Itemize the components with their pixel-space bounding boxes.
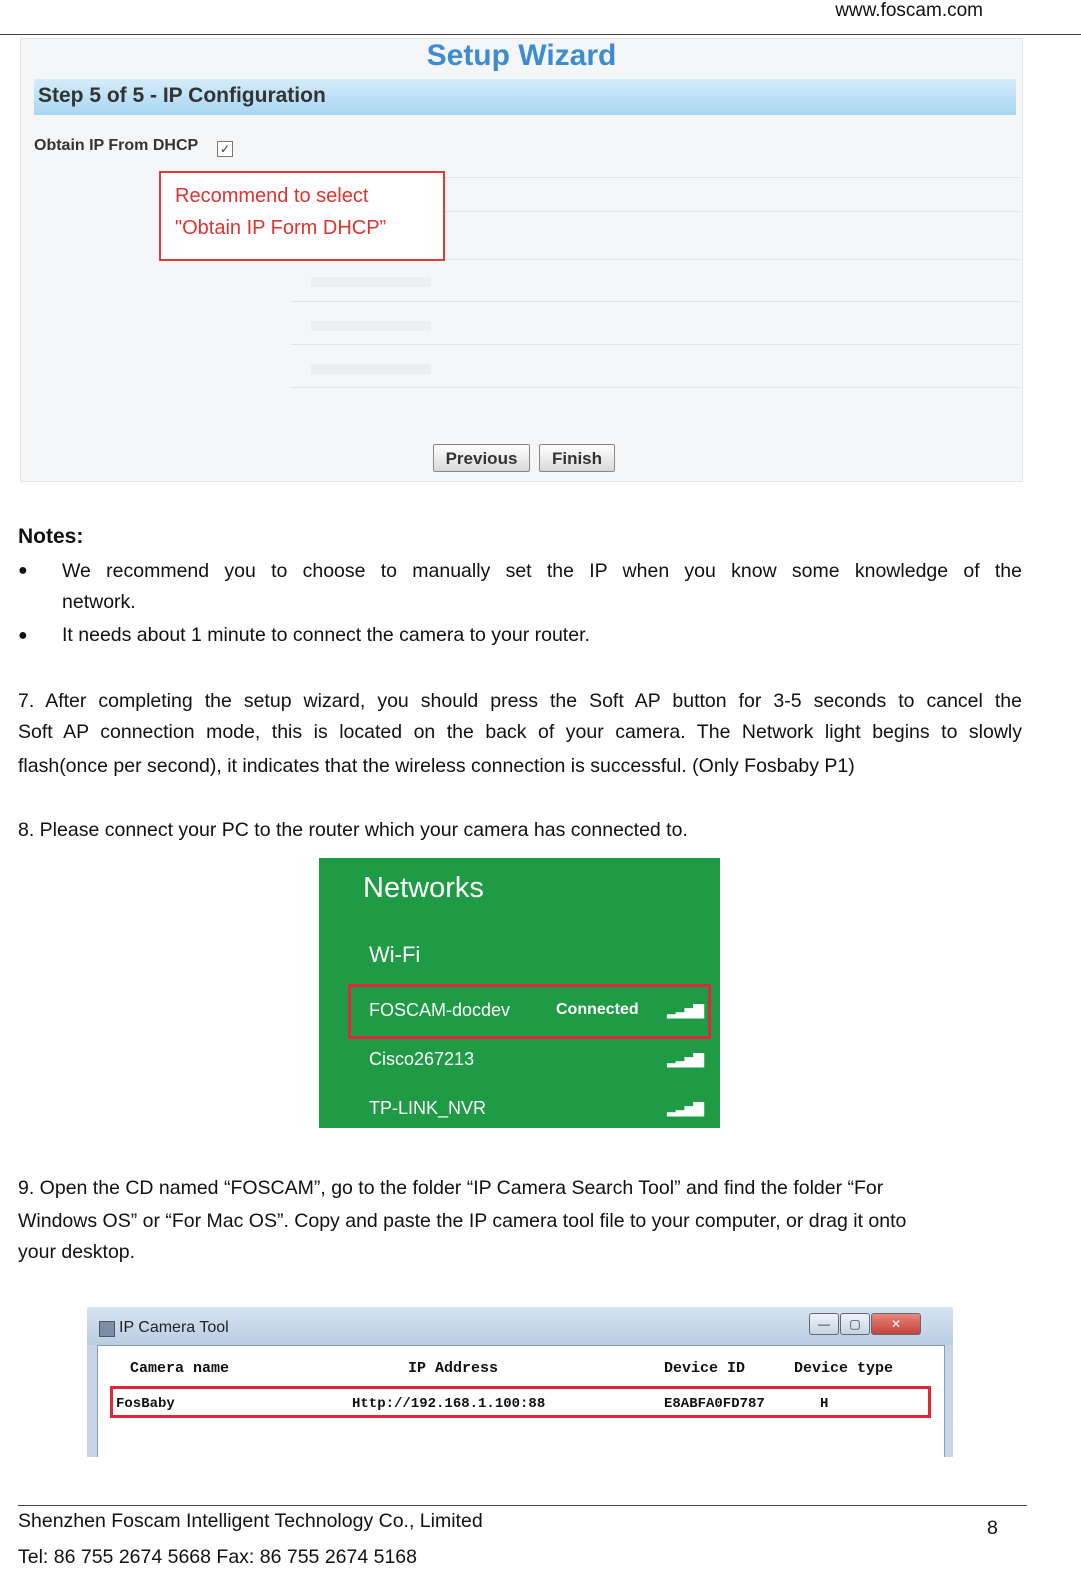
step7-line-3: flash(once per second), it indicates that the wireless connection is successful. (Only Fosbaby P1) [18, 755, 855, 777]
disabled-field [311, 321, 431, 331]
notes-title: Notes: [18, 525, 84, 548]
cell-ip-address[interactable]: Http://192.168.1.100:88 [352, 1396, 546, 1412]
bullet-icon: ● [18, 627, 28, 644]
disabled-field [311, 364, 431, 374]
wizard-step-label: Step 5 of 5 - IP Configuration [38, 84, 326, 107]
networks-title: Networks [363, 872, 484, 904]
step9-line-2: Windows OS” or “For Mac OS”. Copy and paste the IP camera tool file to your computer, or drag it onto [18, 1210, 907, 1232]
column-header-camera-name[interactable]: Camera name [130, 1360, 230, 1377]
setup-wizard-screenshot [20, 38, 1023, 482]
window-title: IP Camera Tool [119, 1319, 229, 1336]
step8-line-1: 8. Please connect your PC to the router which your camera has connected to. [18, 819, 688, 841]
wizard-step-banner [34, 79, 1016, 115]
disabled-field [311, 277, 431, 287]
form-row-divider [291, 387, 1019, 388]
connected-status: Connected [556, 1001, 639, 1018]
form-row-divider [291, 301, 1019, 302]
dhcp-label: Obtain IP From DHCP [34, 137, 199, 154]
signal-strength-icon: ▂▃▅▇ [667, 1051, 703, 1067]
form-row-divider [291, 344, 1019, 345]
note-bullet-1-line-2: network. [62, 591, 136, 613]
cell-device-id[interactable]: E8ABFA0FD787 [664, 1396, 765, 1412]
maximize-icon[interactable]: ▢ [840, 1313, 870, 1335]
column-header-ip-address[interactable]: IP Address [408, 1360, 499, 1377]
close-icon[interactable]: ✕ [871, 1313, 921, 1335]
cell-camera-name[interactable]: FosBaby [116, 1396, 175, 1412]
page-number: 8 [987, 1517, 998, 1539]
column-header-device-id[interactable]: Device ID [664, 1360, 746, 1377]
ip-camera-tool-window [87, 1307, 953, 1457]
callout-line-2: "Obtain IP Form DHCP” [175, 217, 387, 239]
signal-strength-icon: ▂▃▅▇ [667, 1100, 703, 1116]
footer-company: Shenzhen Foscam Intelligent Technology Co., Limited [18, 1510, 483, 1532]
network-item-foscam-docdev[interactable]: FOSCAM-docdev [369, 1000, 511, 1020]
dhcp-checkbox[interactable]: ✓ [217, 141, 233, 157]
minimize-icon[interactable]: — [809, 1313, 839, 1335]
callout-line-1: Recommend to select [175, 185, 369, 207]
network-item-cisco267213[interactable]: Cisco267213 [369, 1049, 475, 1069]
footer-rule [18, 1505, 1027, 1506]
wifi-label: Wi-Fi [369, 942, 421, 967]
signal-strength-icon: ▂▃▅▇ [667, 1002, 703, 1018]
footer-tel-fax: Tel: 86 755 2674 5668 Fax: 86 755 2674 5168 [18, 1546, 417, 1568]
step7-line-1: 7. After completing the setup wizard, you should press the Soft AP button for 3-5 seconds to cancel the [18, 690, 1022, 712]
header-url: www.foscam.com [835, 0, 983, 21]
connected-network-highlight [348, 984, 711, 1039]
network-item-tp-link-nvr[interactable]: TP-LINK_NVR [369, 1098, 487, 1118]
note-bullet-2: It needs about 1 minute to connect the camera to your router. [62, 624, 590, 646]
device-row-highlight [110, 1386, 931, 1418]
header-rule [0, 34, 1081, 35]
window-titlebar [87, 1307, 953, 1345]
finish-button[interactable]: Finish [539, 444, 615, 472]
cell-device-type[interactable]: H [820, 1396, 829, 1412]
bullet-icon: ● [18, 562, 28, 579]
networks-screenshot [319, 858, 720, 1128]
app-icon [99, 1321, 115, 1337]
recommendation-callout [159, 171, 445, 261]
step7-line-2: Soft AP connection mode, this is located on the back of your camera. The Network light begins to slowly [18, 721, 1022, 743]
device-list [97, 1345, 945, 1457]
previous-button[interactable]: Previous [433, 444, 530, 472]
note-bullet-1-line-1: We recommend you to choose to manually set the IP when you know some knowledge of the [62, 560, 1022, 582]
wizard-title: Setup Wizard [426, 39, 617, 72]
column-header-device-type[interactable]: Device type [794, 1360, 894, 1377]
step9-line-1: 9. Open the CD named “FOSCAM”, go to the folder “IP Camera Search Tool” and find the folder “For [18, 1177, 884, 1199]
step9-line-3: your desktop. [18, 1241, 136, 1263]
